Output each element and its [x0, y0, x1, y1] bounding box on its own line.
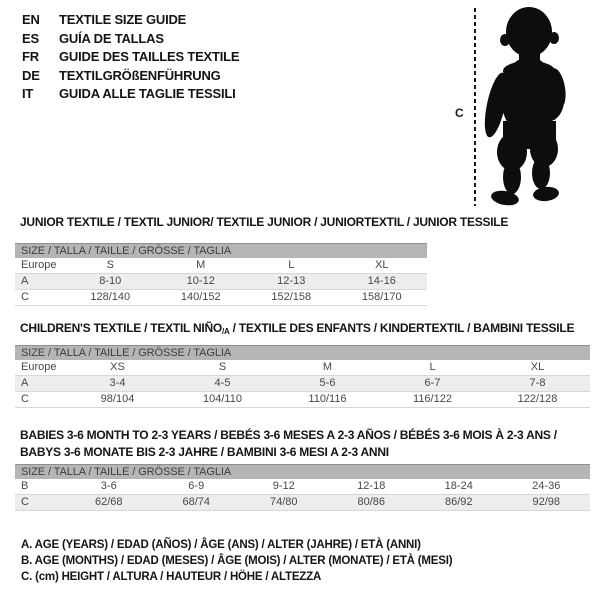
size-cell: L [288, 259, 295, 271]
size-cell: 3-6 [100, 480, 117, 492]
height-measure-line [474, 8, 476, 206]
language-code: ES [22, 30, 39, 46]
size-table-junior [15, 243, 427, 306]
size-cell: 68/74 [182, 496, 211, 508]
row-label: B [21, 480, 29, 492]
table-row [15, 290, 427, 306]
size-cell: 6-7 [424, 377, 441, 389]
size-cell: 18-24 [444, 480, 473, 492]
size-cell: 4-5 [214, 377, 231, 389]
size-cell: 8-10 [99, 275, 122, 287]
size-cell: 128/140 [90, 291, 131, 303]
table-row [15, 274, 427, 290]
size-cell: 116/122 [413, 393, 452, 405]
size-table-children [15, 345, 590, 408]
size-cell: 140/152 [180, 291, 221, 303]
size-cell: 12-13 [277, 275, 306, 287]
language-code: EN [22, 12, 40, 27]
language-list [22, 11, 239, 104]
row-label: C [21, 291, 29, 303]
language-title: GUIDE DES TAILLES TEXTILE [59, 49, 240, 65]
table-row [15, 495, 590, 511]
size-cell: 14-16 [367, 275, 396, 287]
size-cell: 92/98 [532, 496, 561, 508]
table-header-bar: SIZE / TALLA / TAILLE / GRÖSSE / TAGLIA [15, 464, 590, 479]
size-cell: 158/170 [361, 291, 402, 303]
footnotes [21, 538, 452, 586]
language-row [22, 30, 239, 49]
size-cell: 98/104 [100, 393, 135, 405]
language-title: TEXTILE SIZE GUIDE [59, 12, 187, 27]
size-cell: 74/80 [269, 496, 298, 508]
footnote-b: B. AGE (MONTHS) / EDAD (MESES) / ÂGE (MOIS) / ALTER (MONATE) / ETÀ (MESI) [21, 554, 453, 567]
language-row [22, 11, 239, 30]
language-row [22, 85, 239, 104]
junior-section-heading: JUNIOR TEXTILE / TEXTIL JUNIOR/ TEXTILE JUNIOR / JUNIORTEXTIL / JUNIOR TESSILE [20, 215, 509, 229]
row-label: C [21, 393, 29, 405]
size-cell: 5-6 [319, 377, 336, 389]
size-cell: M [196, 259, 206, 271]
size-cell: 62/68 [94, 496, 123, 508]
table-row [15, 360, 590, 376]
size-cell: 152/158 [271, 291, 312, 303]
size-cell: 24-36 [532, 480, 561, 492]
footnote-a: A. AGE (YEARS) / EDAD (AÑOS) / ÂGE (ANS) / ALTER (JAHRE) / ETÀ (ANNI) [21, 539, 421, 551]
row-label: Europe [21, 259, 57, 271]
height-label-c: C [455, 106, 464, 120]
size-cell: 110/116 [308, 393, 347, 405]
table-header-bar: SIZE / TALLA / TAILLE / GRÖSSE / TAGLIA [15, 243, 427, 258]
size-cell: M [322, 361, 333, 373]
size-cell: 80/86 [357, 496, 386, 508]
table-header-bar: SIZE / TALLA / TAILLE / GRÖSSE / TAGLIA [15, 345, 590, 360]
table-row [15, 258, 427, 274]
size-cell: S [218, 361, 227, 373]
size-cell: XL [530, 361, 545, 373]
size-cell: 86/92 [444, 496, 473, 508]
table-row [15, 392, 590, 408]
size-cell: S [106, 259, 114, 271]
baby-silhouette-icon [479, 5, 575, 207]
size-cell: 3-4 [109, 377, 126, 389]
size-table-babies [15, 464, 590, 511]
size-cell: 122/128 [517, 393, 558, 405]
row-label: Europe [21, 361, 57, 373]
size-cell: 7-8 [529, 377, 546, 389]
language-code: FR [22, 49, 39, 65]
row-label: A [21, 377, 29, 389]
babies-heading-line1: BABIES 3-6 MONTH TO 2-3 YEARS / BEBÉS 3-6 MESES A 2-3 AÑOS / BÉBÉS 3-6 MOIS À 2-3 ANS / [20, 428, 557, 442]
size-cell: L [429, 361, 436, 373]
language-title: TEXTILGRÖßENFÜHRUNG [59, 67, 221, 83]
language-code: IT [22, 86, 34, 102]
size-cell: XS [110, 361, 125, 373]
row-label: A [21, 275, 29, 287]
babies-section-heading [20, 427, 557, 461]
language-row [22, 67, 239, 86]
size-cell: 6-9 [188, 480, 205, 492]
language-title: GUIDA ALLE TAGLIE TESSILI [59, 86, 236, 102]
size-cell: 104/110 [203, 393, 242, 405]
children-section-heading: CHILDREN'S TEXTILE / TEXTIL $NIÑO_{/A}$ / TEXTILE DES ENFANTS / KINDERTEXTIL / BAMBINI TESSILE [20, 321, 575, 336]
table-row [15, 376, 590, 392]
language-row [22, 48, 239, 67]
language-code: DE [22, 67, 40, 83]
table-row [15, 479, 590, 495]
size-cell: 12-18 [357, 480, 386, 492]
footnote-c: C. (cm) HEIGHT / ALTURA / HAUTEUR / HÖHE / ALTEZZA [21, 570, 322, 583]
row-label: C [21, 496, 29, 508]
size-cell: 9-12 [272, 480, 295, 492]
size-cell: XL [375, 259, 389, 271]
size-cell: 10-12 [186, 275, 215, 287]
babies-heading-line2: BABYS 3-6 MONATE BIS 2-3 JAHRE / BAMBINI 3-6 MESI A 2-3 ANNI [20, 445, 389, 459]
language-title: GUÍA DE TALLAS [59, 30, 164, 46]
